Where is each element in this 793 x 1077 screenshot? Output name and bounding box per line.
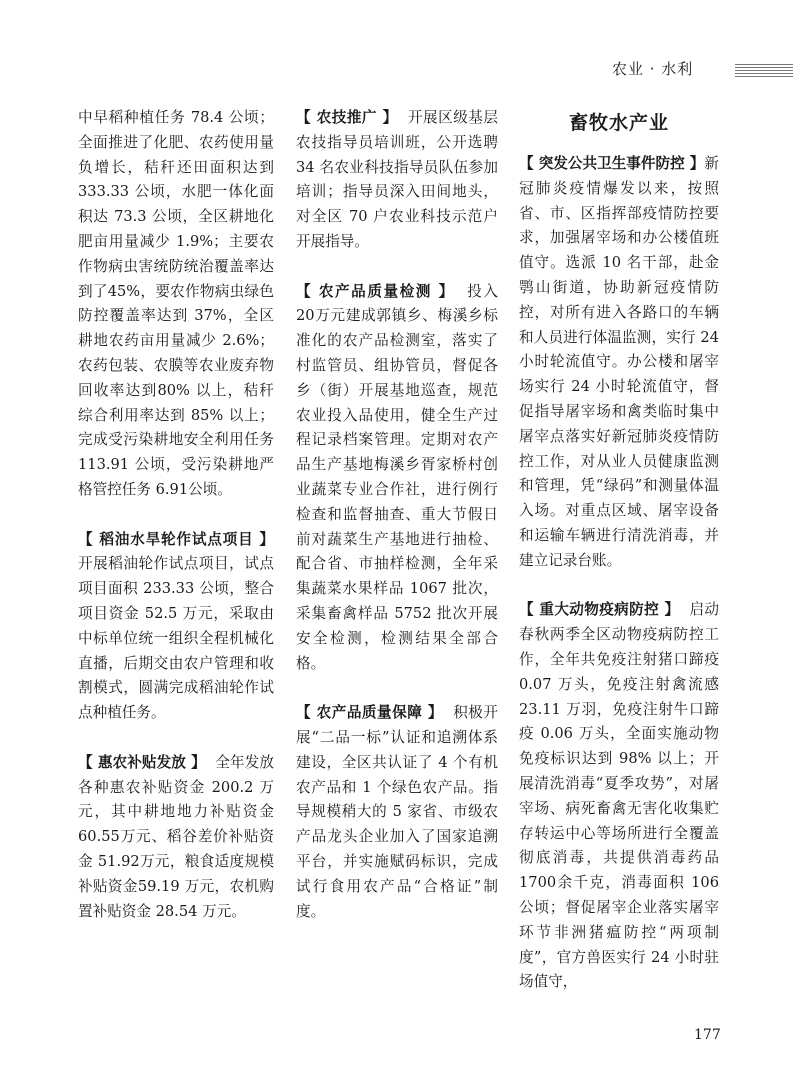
text-emergency: 新冠肺炎疫情爆发以来，按照省、市、区指挥部疫情防控要求，加强屠宰场和办公楼值班值守。选派 10 名干部，赴金鹗山街道，协助新冠疫情防控，对所有进入各路口的车辆和人员进行体温监测，实行 24 小时轮流值守。办公楼和屠宰场实行 24 小时轮流值守，督促指导屠宰场和禽类临时集中屠宰点落实好新冠肺炎疫情防控工作，对从业人员健康监测和管理，凭“绿码”和测量体温入场。对重点区域、屠宰设备和运输车辆进行清洗消毒，并建立记录台账。 — [519, 155, 719, 569]
column-3 — [519, 106, 719, 995]
section-heading: 畜牧水产业 — [568, 112, 669, 134]
text-quality-testing: 投入 20万元建成郭镇乡、梅溪乡标准化的农产品检测室，落实了村监管员、组协管员，督促各乡（街）开展基地巡查，规范农业投入品使用，健全生产过程记录档案管理。定期对农产品生产基地梅溪乡胥家桥村创业蔬菜专业合作社，进行例行检查和监督抽查、重大节假日前对蔬菜生产基地进行抽检、配合省、市抽样检测，全年采集蔬菜水果样品 1067 批次，采集畜禽样品 5752 批次开展安全检测，检测结果全部合格。 — [296, 282, 498, 672]
header-decoration — [735, 64, 793, 78]
text-tech-promotion: 开展区级基层农技指导员培训班，公开选聘34 名农业科技指导员队伍参加培训；指导员深入田间地头，对全区 70 户农业科技示范户开展指导。 — [296, 109, 498, 250]
paragraph-animal-disease — [519, 598, 719, 995]
page-number: 177 — [694, 1027, 721, 1043]
label-emergency: 【 突发公共卫生事件防控 】 — [519, 155, 705, 172]
label-subsidy: 【 惠农补贴发放 】 — [78, 753, 206, 771]
paragraph-subsidy — [78, 751, 274, 925]
paragraph-tech-promotion — [296, 106, 498, 255]
column-2 — [296, 106, 498, 924]
label-quality-guarantee: 【 农产品质量保障 】 — [296, 704, 443, 722]
text-quality-guarantee: 积极开展“二品一标”认证和追溯体系建设，全区共认证了 4 个有机农产品和 1 个绿色农产品。指导规模稍大的 5 家省、市级农产品龙头企业加入了国家追溯平台，并实施赋码标识，完成试行食用农产品“合格证”制度。 — [296, 704, 498, 920]
label-rice-oil-rotation: 【 稻油水旱轮作试点项目 】 — [78, 530, 274, 548]
text-animal-disease: 启动春秋两季全区动物疫病防控工作，全年共免疫注射猪口蹄疫 0.07 万头，免疫注射禽流感23.11 万羽，免疫注射牛口蹄疫 0.06 万头，全面实施动物免疫标识达到 98% 以上；开展清洗消毒“夏季攻势”，对屠宰场、病死畜禽无害化收集贮存转运中心等场所进行全覆盖彻底消毒，共提供消毒药品 1700余千克，消毒面积 106 公顷；督促屠宰企业落实屠宰环节非洲猪瘟防控“两项制度”，官方兽医实行 24 小时驻场值守， — [519, 601, 719, 991]
text-rice-oil-rotation: 开展稻油轮作试点项目，试点项目面积 233.33 公顷，整合项目资金 52.5 万元，采取由中标单位统一组织全程机械化直播，后期交由农户管理和收割模式，圆满完成稻油轮作试点种植任务。 — [78, 555, 274, 722]
paragraph-quality-guarantee — [296, 701, 498, 924]
label-quality-testing: 【 农产品质量检测 】 — [296, 282, 455, 300]
paragraph-emergency — [519, 152, 719, 574]
header-title: 农业 · 水利 — [612, 60, 694, 78]
paragraph-rice-oil-rotation — [78, 528, 274, 726]
label-animal-disease: 【 重大动物疫病防控 】 — [519, 601, 680, 619]
text-subsidy: 全年发放各种惠农补贴资金 200.2 万元，其中耕地地力补贴资金 60.55万元、稻谷差价补贴资金 51.92万元，粮食适度规模补贴资金59.19 万元，农机购置补贴资金 28.54 万元。 — [78, 753, 274, 920]
paragraph-intro: 中早稻种植任务 78.4 公顷；全面推进了化肥、农药使用量负增长，秸秆还田面积达到333.33 公顷，水肥一体化面积达 73.3 公顷，全区耕地化肥亩用量减少 1.9%；主要农作物病虫害统防统治覆盖率达到了45%，要农作物病虫绿色防控覆盖率达到 37%，全区耕地农药亩用量减少 2.6%；农药包装、农膜等农业废弃物回收率达到80% 以上，秸秆综合利用率达到 85% 以上；完成受污染耕地安全利用任务 113.91 公顷，受污染耕地严格管控任务 6.91公顷。 — [78, 109, 274, 498]
label-tech-promotion: 【 农技推广 】 — [296, 109, 398, 126]
paragraph-quality-testing — [296, 280, 498, 677]
column-1 — [78, 106, 274, 924]
